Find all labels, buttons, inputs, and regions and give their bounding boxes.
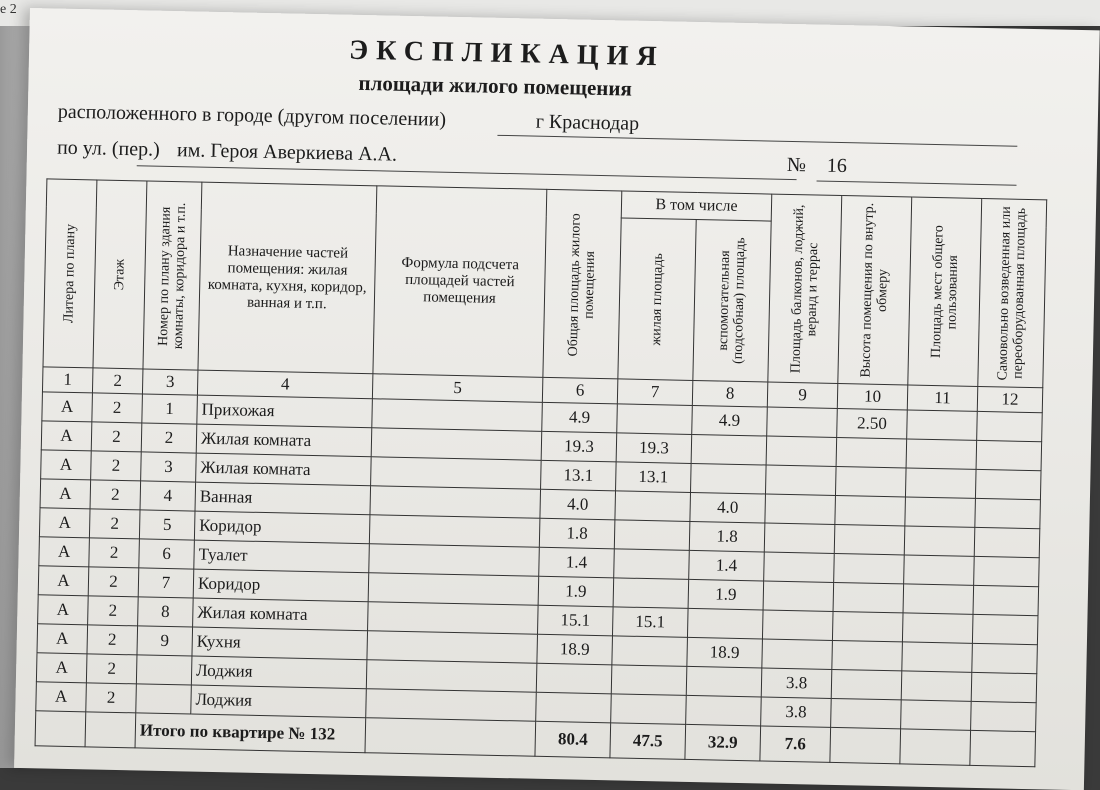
- city-value: г Краснодар: [535, 110, 640, 135]
- cell-litera: А: [42, 392, 93, 422]
- cell-balcony-area: [764, 523, 835, 553]
- column-number: 4: [197, 370, 372, 399]
- header-purpose: Назначение частей помещения: жилая комната, кухня, коридор, ванная и т.п.: [198, 182, 377, 374]
- cell-auxiliary-area: 1.8: [689, 521, 765, 552]
- cell-common-area: [906, 439, 977, 469]
- number-value: 16: [826, 154, 848, 178]
- cell-room-name: Лоджия: [191, 656, 367, 689]
- cell-total-area: [536, 663, 612, 694]
- cell-living-area: [612, 636, 688, 667]
- cell-room-number: 8: [138, 597, 194, 627]
- cell-living-area: 19.3: [616, 433, 692, 464]
- cell-height: [835, 466, 906, 496]
- total-empty-cell: [900, 729, 971, 765]
- header-auxiliary-area: вспомогательная (подсобная) площадь: [693, 219, 771, 382]
- cell-total-area: 4.9: [542, 402, 618, 433]
- column-number: 6: [542, 377, 618, 404]
- total-label: Итого по квартире № 132: [135, 713, 366, 753]
- cell-auxiliary-area: [686, 695, 762, 726]
- cell-formula: [369, 544, 540, 577]
- cell-living-area: [615, 491, 691, 522]
- cell-auxiliary-area: 4.0: [690, 492, 766, 523]
- cell-living-area: [613, 578, 689, 609]
- cell-room-number: [136, 655, 192, 685]
- cell-total-area: 18.9: [537, 634, 613, 665]
- header-unauthorized-area: Самовольно возведенная или переоборудованная площадь: [978, 198, 1047, 387]
- column-number: 8: [692, 380, 768, 407]
- cell-unauthorized-area: [975, 498, 1041, 528]
- cell-formula: [372, 399, 543, 432]
- cell-litera: А: [38, 595, 89, 625]
- cell-balcony-area: [765, 465, 836, 495]
- column-number: 1: [42, 367, 93, 393]
- cell-formula: [368, 573, 539, 606]
- number-underline: [817, 181, 1017, 186]
- cell-common-area: [901, 700, 972, 730]
- header-litera: Литера по плану: [43, 179, 97, 368]
- cell-floor: 2: [90, 480, 141, 510]
- cell-floor: 2: [91, 451, 142, 481]
- total-empty-cell: [830, 727, 901, 763]
- cell-height: [833, 582, 904, 612]
- cell-common-area: [902, 613, 973, 643]
- cell-room-number: 6: [139, 539, 195, 569]
- cell-floor: 2: [91, 422, 142, 452]
- cell-unauthorized-area: [972, 614, 1038, 644]
- cell-room-name: Кухня: [192, 627, 368, 660]
- header-balcony-area: Площадь балконов, лоджий, веранд и террас: [768, 194, 842, 383]
- header-height: Высота помещения по внутр. обмеру: [838, 196, 912, 385]
- cell-room-name: Жилая комната: [193, 598, 369, 631]
- cell-height: [836, 437, 907, 467]
- cell-height: [832, 611, 903, 641]
- cell-common-area: [905, 468, 976, 498]
- total-empty-cell: [970, 730, 1036, 766]
- cell-room-number: 9: [137, 626, 193, 656]
- column-number: 10: [837, 384, 908, 410]
- cell-formula: [368, 602, 539, 635]
- number-label: №: [786, 153, 807, 177]
- header-room-number: Номер по плану здания комнаты, коридора и т.п.: [143, 181, 202, 370]
- cell-formula: [367, 631, 538, 664]
- cell-room-number: [136, 684, 192, 714]
- corner-page-number: е 2: [0, 2, 17, 17]
- cell-total-area: 15.1: [537, 605, 613, 636]
- total-empty-cell: [365, 718, 536, 757]
- cell-auxiliary-area: [691, 434, 767, 465]
- street-underline: [137, 165, 797, 180]
- cell-unauthorized-area: [973, 585, 1039, 615]
- cell-living-area: [611, 665, 687, 696]
- cell-litera: А: [36, 653, 87, 683]
- cell-balcony-area: [763, 581, 834, 611]
- cell-auxiliary-area: [690, 463, 766, 494]
- explication-table: [35, 178, 1048, 767]
- cell-common-area: [905, 497, 976, 527]
- cell-living-area: [617, 404, 693, 435]
- cell-room-name: Коридор: [194, 511, 370, 544]
- document-page: [14, 8, 1100, 790]
- cell-total-area: 1.4: [539, 547, 615, 578]
- column-number: 9: [767, 382, 838, 408]
- cell-room-number: 5: [139, 510, 195, 540]
- cell-auxiliary-area: 18.9: [687, 637, 763, 668]
- cell-floor: 2: [87, 625, 138, 655]
- cell-room-name: Жилая комната: [196, 424, 372, 457]
- cell-height: [831, 669, 902, 699]
- street-label: по ул. (пер.): [56, 136, 161, 161]
- cell-height: 2.50: [837, 408, 908, 438]
- column-number: 5: [372, 374, 542, 403]
- cell-common-area: [907, 410, 978, 440]
- cell-litera: А: [40, 479, 91, 509]
- cell-unauthorized-area: [976, 440, 1042, 470]
- cell-litera: А: [39, 537, 90, 567]
- cell-litera: А: [36, 682, 87, 712]
- cell-common-area: [901, 671, 972, 701]
- column-number: 3: [142, 369, 198, 395]
- cell-unauthorized-area: [977, 411, 1043, 441]
- cell-formula: [371, 428, 542, 461]
- header-floor: Этаж: [93, 180, 147, 369]
- cell-living-area: 15.1: [612, 607, 688, 638]
- cell-balcony-area: [766, 436, 837, 466]
- cell-height: [831, 698, 902, 728]
- cell-room-number: 7: [138, 568, 194, 598]
- cell-auxiliary-area: 1.4: [689, 550, 765, 581]
- cell-litera: А: [38, 566, 89, 596]
- cell-total-area: 1.8: [539, 518, 615, 549]
- cell-unauthorized-area: [974, 527, 1040, 557]
- cell-living-area: [614, 520, 690, 551]
- cell-room-name: Лоджия: [191, 685, 367, 718]
- column-number: 11: [907, 385, 978, 411]
- cell-room-name: Туалет: [194, 540, 370, 573]
- cell-balcony-area: [767, 407, 838, 437]
- cell-unauthorized-area: [971, 701, 1037, 731]
- city-underline: [497, 135, 1017, 147]
- cell-litera: А: [41, 421, 92, 451]
- cell-total-area: 1.9: [538, 576, 614, 607]
- cell-room-number: 4: [140, 481, 196, 511]
- cell-room-number: 1: [142, 394, 198, 424]
- cell-floor: 2: [88, 596, 139, 626]
- column-number: 12: [977, 386, 1043, 412]
- cell-formula: [366, 660, 537, 693]
- cell-auxiliary-area: 4.9: [692, 405, 768, 436]
- table-header-row: [46, 179, 1046, 227]
- cell-floor: 2: [92, 393, 143, 423]
- city-line: [57, 100, 640, 135]
- cell-unauthorized-area: [972, 643, 1038, 673]
- city-label: расположенного в городе (другом поселении): [57, 100, 447, 131]
- cell-floor: 2: [86, 654, 137, 684]
- document-subtitle: площади жилого помещения: [358, 70, 633, 101]
- cell-unauthorized-area: [971, 672, 1037, 702]
- header-including: В том числе: [621, 191, 772, 221]
- column-number: 2: [92, 368, 143, 394]
- cell-formula: [370, 486, 541, 519]
- header-formula: Формула подсчета площадей частей помещения: [373, 186, 547, 378]
- total-living-value: 47.5: [610, 723, 686, 760]
- header-total-area: Общая площадь жилого помещения: [543, 189, 622, 379]
- cell-living-area: [611, 694, 687, 725]
- cell-auxiliary-area: [687, 608, 763, 639]
- cell-living-area: [614, 549, 690, 580]
- cell-auxiliary-area: [686, 666, 762, 697]
- cell-floor: 2: [86, 683, 137, 713]
- cell-common-area: [904, 555, 975, 585]
- cell-balcony-area: [762, 639, 833, 669]
- cell-height: [834, 553, 905, 583]
- cell-total-area: 13.1: [541, 460, 617, 491]
- cell-room-number: 3: [141, 452, 197, 482]
- cell-auxiliary-area: 1.9: [688, 579, 764, 610]
- cell-room-number: 2: [141, 423, 197, 453]
- cell-floor: 2: [89, 509, 140, 539]
- cell-formula: [366, 689, 537, 722]
- cell-floor: 2: [88, 567, 139, 597]
- total-empty-cell: [35, 711, 86, 747]
- cell-height: [834, 524, 905, 554]
- total-empty-cell: [85, 712, 136, 748]
- cell-living-area: 13.1: [616, 462, 692, 493]
- total-auxiliary-value: 32.9: [685, 724, 761, 761]
- cell-common-area: [904, 526, 975, 556]
- cell-balcony-area: [764, 552, 835, 582]
- cell-height: [835, 495, 906, 525]
- cell-room-name: Жилая комната: [196, 453, 372, 486]
- header-common-area: Площадь мест общего пользования: [908, 197, 982, 386]
- cell-formula: [371, 457, 542, 490]
- cell-total-area: 4.0: [540, 489, 616, 520]
- header-living-area: жилая площадь: [618, 218, 696, 381]
- cell-balcony-area: [765, 494, 836, 524]
- cell-common-area: [903, 584, 974, 614]
- cell-balcony-area: [762, 610, 833, 640]
- cell-litera: А: [41, 450, 92, 480]
- cell-litera: А: [39, 508, 90, 538]
- cell-total-area: [536, 692, 612, 723]
- table-body: [36, 392, 1042, 732]
- cell-floor: 2: [89, 538, 140, 568]
- cell-room-name: Прихожая: [197, 395, 373, 428]
- cell-common-area: [902, 642, 973, 672]
- cell-room-name: Ванная: [195, 482, 371, 515]
- cell-balcony-area: 3.8: [761, 668, 832, 698]
- cell-formula: [369, 515, 540, 548]
- street-line: [56, 136, 398, 166]
- street-value: им. Героя Аверкиева А.А.: [176, 139, 398, 166]
- cell-height: [832, 640, 903, 670]
- document-title: ЭКСПЛИКАЦИЯ: [348, 34, 665, 73]
- cell-unauthorized-area: [974, 556, 1040, 586]
- cell-balcony-area: 3.8: [761, 697, 832, 727]
- column-number: 7: [617, 379, 693, 406]
- cell-total-area: 19.3: [541, 431, 617, 462]
- total-area-value: 80.4: [535, 721, 611, 758]
- cell-room-name: Коридор: [193, 569, 369, 602]
- cell-litera: А: [37, 624, 88, 654]
- total-balcony-value: 7.6: [760, 726, 831, 762]
- cell-unauthorized-area: [975, 469, 1041, 499]
